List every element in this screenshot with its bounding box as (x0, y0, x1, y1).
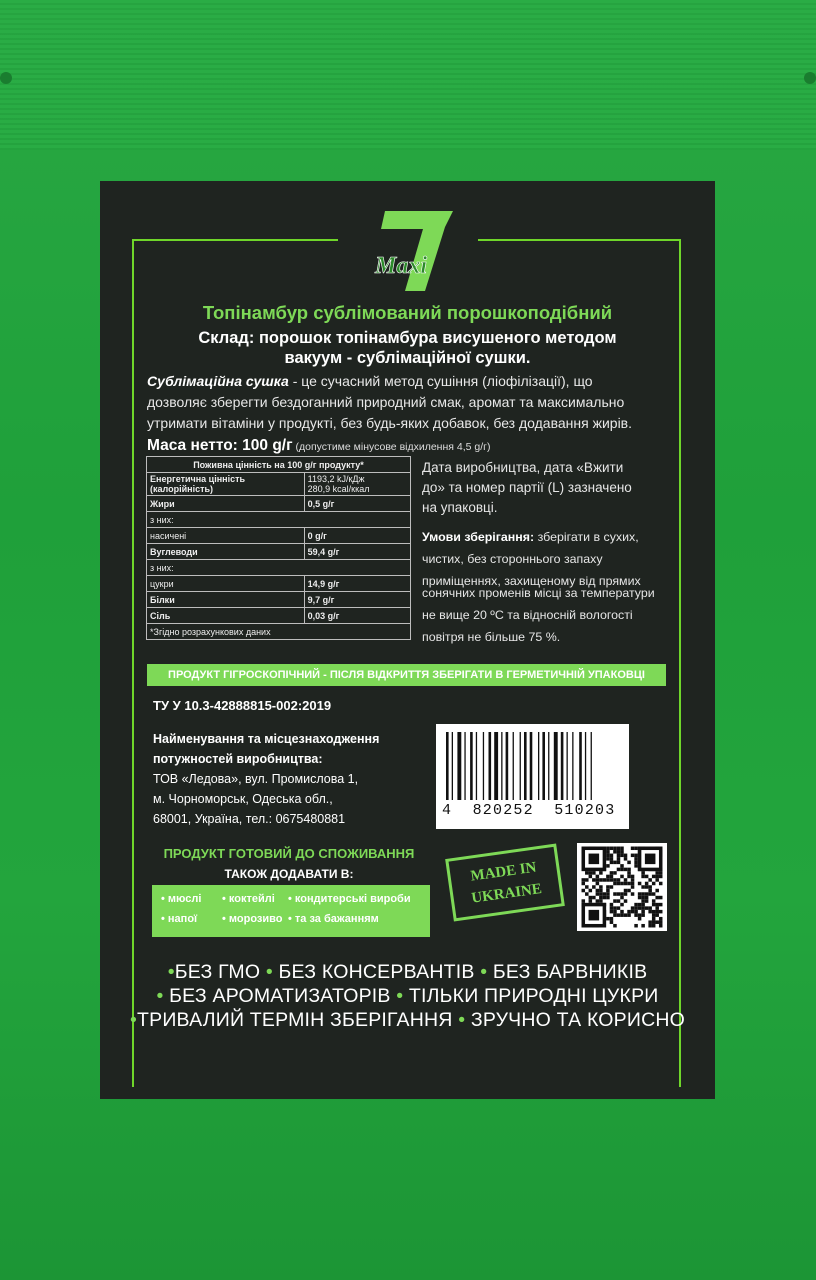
qr-code (577, 843, 667, 931)
net-mass: Маса нетто: 100 g/г (допустиме мінусове відхилення 4,5 g/г) (147, 437, 491, 454)
use-item: • мюслі (161, 893, 202, 905)
manufacturer-line-2: потужностей виробництва: (153, 752, 323, 766)
tear-notch-left (0, 72, 12, 84)
barcode (436, 724, 629, 829)
nutrition-footnote: *Згідно розрахункових даних (147, 624, 411, 640)
storage-line-3: приміщеннях, захищеному від прямих (422, 574, 641, 588)
manufacturer-line-1: Найменування та місцезнаходження (153, 732, 380, 746)
storage-line-5: не вище 20 ºС та відносній вологості (422, 608, 633, 622)
description-line-1: Сублімаційна сушка - це сучасний метод сушіння (ліофілізації), що (147, 373, 593, 389)
storage-line-2: чистих, без стороннього запаху (422, 552, 603, 566)
features-row-2: • БЕЗ АРОМАТИЗАТОРІВ • ТІЛЬКИ ПРИРОДНІ ЦУКРИ (156, 985, 659, 1007)
composition-line-1: Склад: порошок топінамбура висушеного методом (198, 329, 617, 347)
description-line-2: дозволяє зберегти бездоганний природний смак, аромат та максимально (147, 394, 625, 410)
pouch-zip-seal (0, 0, 816, 150)
made-in-ukraine-stamp: MADE IN UKRAINE (445, 844, 565, 922)
dates-line-2: до» та номер партії (L) зазначено (422, 480, 632, 495)
use-item: • та за бажанням (288, 913, 379, 925)
nutrition-table: Поживна цінність на 100 g/г продукту* Енергетична цінність (калорійність) 1193,2 kJ/кДж 280,9 kcal/ккал Жири 0,5 g/г з них: насичені 0 g/г Вуглеводи 59,4 g/г з них: цукри 14,9 g/г Білки 9,7 g/г Сіль 0,03 g/г *Згідно розрахункових даних (146, 456, 411, 640)
product-title: Топінамбур сублімований порошкоподібний (202, 302, 613, 323)
storage-line-4: сонячних променів місці за температури (422, 586, 655, 600)
composition-line-2: вакуум - сублімаційної сушки. (284, 349, 531, 367)
ready-to-eat: ПРОДУКТ ГОТОВИЙ ДО СПОЖИВАННЯ (163, 846, 415, 861)
hygroscopic-warning-bar: ПРОДУКТ ГІГРОСКОПІЧНИЙ - ПІСЛЯ ВІДКРИТТЯ ЗБЕРІГАТИ В ГЕРМЕТИЧНІЙ УПАКОВЦІ (147, 664, 666, 686)
technical-spec: ТУ У 10.3-42888815-002:2019 (153, 698, 332, 713)
use-item: • коктейлі (222, 893, 275, 905)
features-row-3: •ТРИВАЛИЙ ТЕРМІН ЗБЕРІГАННЯ • ЗРУЧНО ТА КОРИСНО (129, 1009, 686, 1031)
uses-box (152, 885, 430, 937)
also-add-to: ТАКОЖ ДОДАВАТИ В: (224, 867, 354, 881)
storage-line-6: повітря не більше 75 %. (422, 630, 561, 644)
nutrition-header: Поживна цінність на 100 g/г продукту* (147, 457, 411, 473)
tear-notch-right (804, 72, 816, 84)
svg-text:Maxi: Maxi (375, 253, 428, 279)
manufacturer-line-3: ТОВ «Ледова», вул. Промислова 1, (153, 772, 359, 786)
use-item: • кондитерські вироби (288, 893, 411, 905)
features-row-1: •БЕЗ ГМО • БЕЗ КОНСЕРВАНТІВ • БЕЗ БАРВНИКІВ (167, 961, 648, 983)
description-line-3: утримати вітаміни у продукті, без будь-яких добавок, без додавання жирів. (147, 415, 633, 431)
manufacturer-line-5: 68001, Україна, тел.: 0675480881 (153, 812, 346, 826)
product-label (100, 181, 715, 1099)
dates-line-1: Дата виробництва, дата «Вжити (422, 460, 624, 475)
use-item: • морозиво (222, 913, 283, 925)
manufacturer-line-4: м. Чорноморськ, Одеська обл., (153, 792, 333, 806)
maxi-logo (355, 207, 465, 297)
dates-line-3: на упаковці. (422, 500, 498, 515)
use-item: • напої (161, 913, 198, 925)
barcode-bars (446, 732, 620, 800)
barcode-number: 4 820252 510203 (442, 802, 616, 819)
storage-line-1: Умови зберігання: зберігати в сухих, (422, 530, 639, 544)
